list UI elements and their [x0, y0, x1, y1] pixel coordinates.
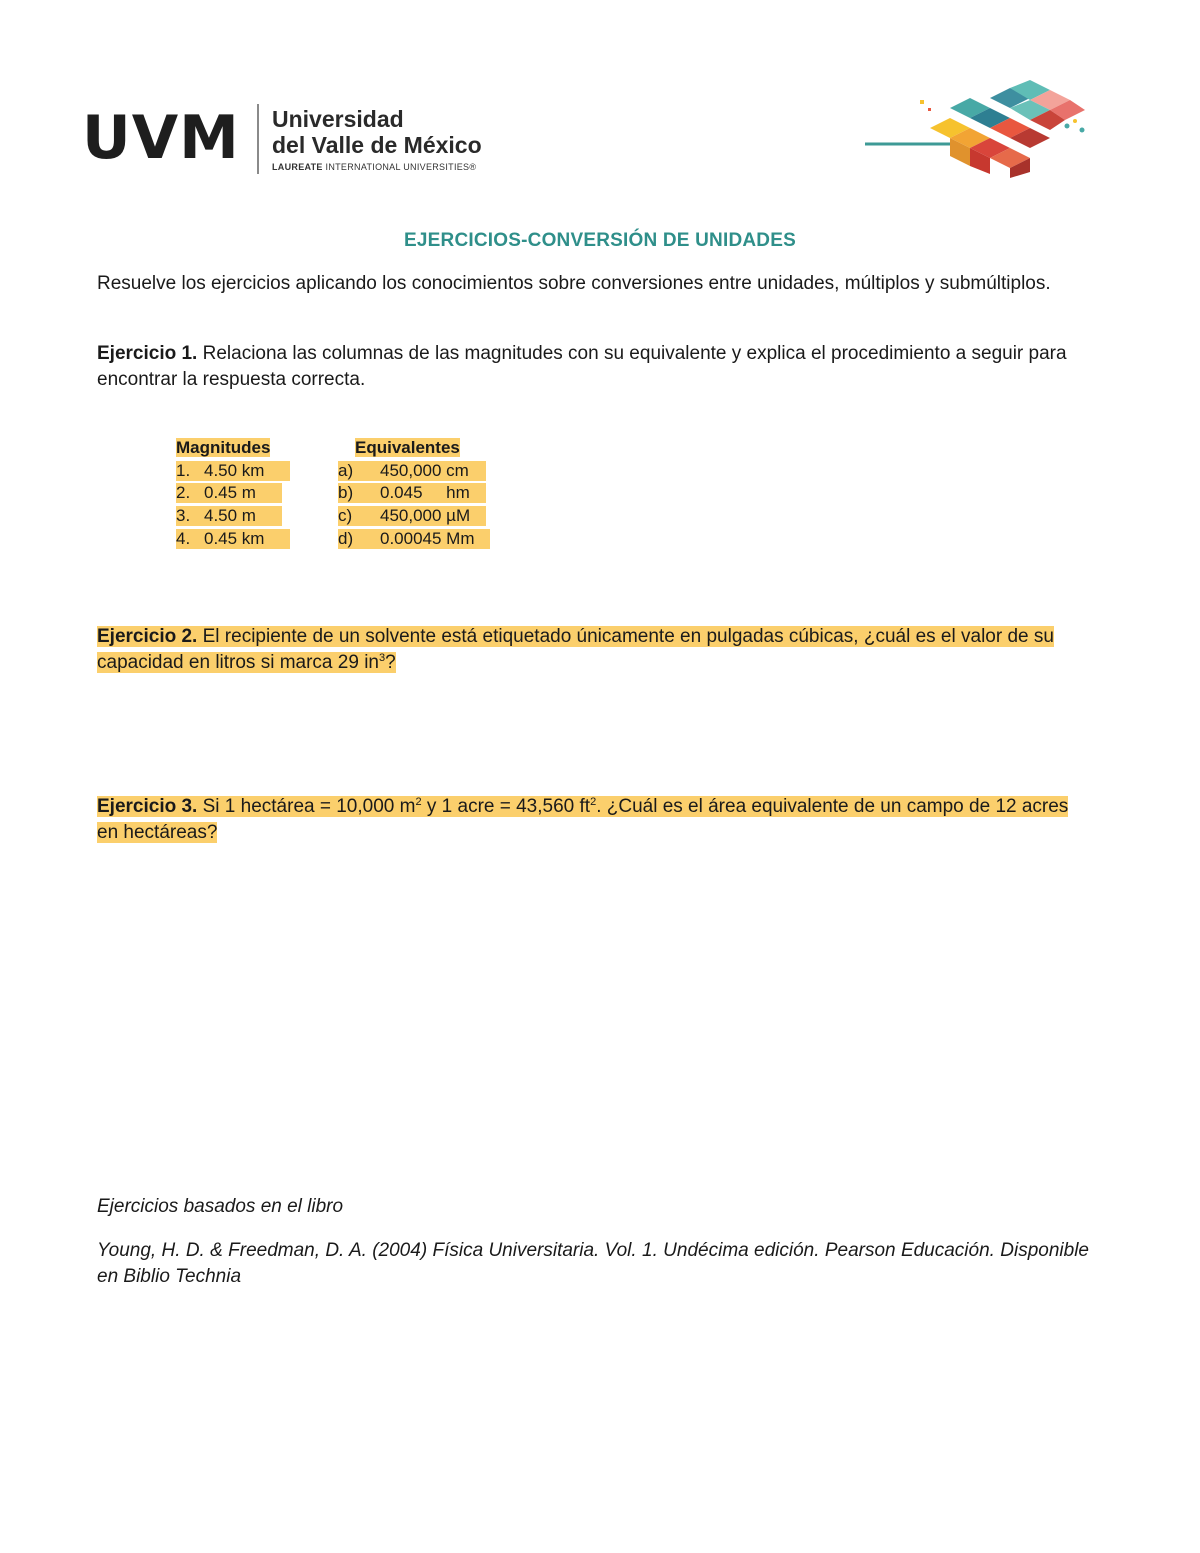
- magnitudes-column: [176, 437, 316, 550]
- equivalent-num: c): [338, 506, 353, 526]
- equivalent-value: 450,000 µM: [380, 506, 471, 526]
- exercise-1: [97, 341, 1092, 393]
- magnitude-value: 4.50 km: [204, 460, 265, 480]
- equivalent-num: d): [338, 528, 354, 548]
- equivalent-row: [338, 482, 508, 505]
- logo-name-line1: Universidad: [272, 106, 404, 132]
- magnitude-row: [176, 460, 316, 483]
- magnitude-num: 1.: [176, 460, 191, 480]
- logo-divider: [257, 104, 259, 174]
- exercise-2-superscript: 3: [378, 652, 386, 664]
- equivalent-value: 0.045 hm: [380, 483, 470, 503]
- magnitudes-header: Magnitudes: [176, 438, 271, 457]
- magnitude-value: 0.45 km: [204, 528, 265, 548]
- equivalent-value: 0.00045 Mm: [380, 528, 475, 548]
- equivalent-row: [338, 505, 508, 528]
- references-intro: Ejercicios basados en el libro: [97, 1196, 344, 1217]
- magnitude-row: [176, 482, 316, 505]
- magnitude-num: 4.: [176, 528, 191, 548]
- reference-citation: Young, H. D. & Freedman, D. A. (2004) Física Universitaria. Vol. 1. Undécima edición. Pearson Educación. Disponible en Biblio Technia: [97, 1240, 1089, 1287]
- exercise-3-label: Ejercicio 3.: [97, 796, 198, 817]
- exercise-1-text: Relaciona las columnas de las magnitudes con su equivalente y explica el procedimiento a seguir para encontrar la respuesta correcta.: [97, 343, 1067, 390]
- magnitude-num: 2.: [176, 483, 191, 503]
- equivalent-value: 450,000 cm: [380, 460, 469, 480]
- cubes-decoration-logo: [860, 78, 1100, 178]
- magnitude-value: 0.45 m: [204, 483, 256, 503]
- equivalent-num: b): [338, 483, 354, 503]
- equivalent-row: [338, 528, 508, 551]
- magnitude-value: 4.50 m: [204, 506, 256, 526]
- exercise-3-text-b: y 1 acre = 43,560 ft: [421, 796, 591, 817]
- exercise-3-text-c: . ¿Cuál es el área equivalente de un campo de 12 acres en hectáreas?: [97, 796, 1069, 843]
- exercise-1-label: Ejercicio 1.: [97, 343, 198, 364]
- exercise-2-end: ?: [385, 652, 396, 673]
- exercise-2: [97, 624, 1092, 676]
- page-title: EJERCICIOS-CONVERSIÓN DE UNIDADES: [404, 230, 796, 251]
- magnitude-row: [176, 505, 316, 528]
- exercise-3-sup-b: 2: [590, 796, 597, 808]
- equivalent-num: a): [338, 460, 354, 480]
- magnitude-num: 3.: [176, 506, 191, 526]
- logo-tagline-rest: INTERNATIONAL UNIVERSITIES®: [322, 162, 477, 172]
- uvm-logo: [82, 104, 482, 178]
- logo-tagline-bold: LAUREATE: [272, 162, 323, 172]
- magnitude-row: [176, 528, 316, 551]
- logo-tagline: [272, 162, 476, 172]
- exercise-3-sup-a: 2: [415, 796, 422, 808]
- exercise-3-text-a: Si 1 hectárea = 10,000 m: [197, 796, 416, 817]
- exercise-2-label: Ejercicio 2.: [97, 626, 198, 647]
- logo-letters: UVM: [82, 103, 240, 173]
- logo-name-line2: del Valle de México: [272, 132, 482, 158]
- equivalentes-column: [338, 437, 508, 550]
- equivalent-row: [338, 460, 508, 483]
- exercise-3: [97, 794, 1092, 846]
- exercise-2-text: El recipiente de un solvente está etiquetado únicamente en pulgadas cúbicas, ¿cuál es el valor de su capacidad en litros si marca 29 in: [97, 626, 1054, 673]
- equivalentes-header: Equivalentes: [355, 438, 460, 457]
- intro-paragraph: Resuelve los ejercicios aplicando los conocimientos sobre conversiones entre unidades, múltiplos y submúltiplos.: [97, 273, 1051, 294]
